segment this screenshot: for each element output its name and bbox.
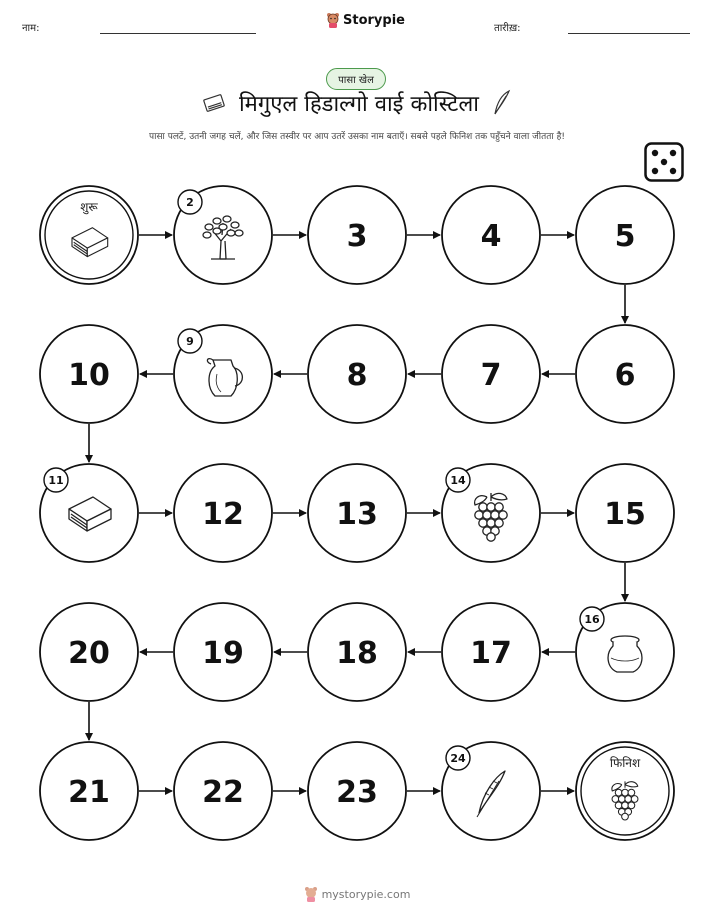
board-cell-11	[40, 464, 138, 562]
cell-number: 15	[604, 497, 646, 532]
bear-mascot-icon	[304, 886, 318, 902]
board-cell-10	[40, 325, 138, 423]
board-cell-22	[174, 742, 272, 840]
footer	[0, 886, 714, 902]
game-type-badge: पासा खेल	[326, 68, 386, 90]
cell-number: 19	[202, 636, 244, 671]
footer-url: mystorypie.com	[321, 887, 411, 901]
cell-number: 8	[346, 358, 368, 393]
cell-number: 7	[480, 358, 502, 393]
board-cell-13	[308, 464, 406, 562]
cell-number: 13	[336, 497, 378, 532]
board-cell-12	[174, 464, 272, 562]
board-cell-14	[442, 464, 540, 562]
board-cell-15	[576, 464, 674, 562]
start-label: शुरू	[80, 200, 98, 214]
cell-number: 3	[346, 219, 368, 254]
cell-number: 11	[48, 474, 64, 487]
board-cell-9	[174, 325, 272, 423]
board-cell-5	[576, 186, 674, 284]
board-cell-24	[442, 742, 540, 840]
board-cell-20	[40, 603, 138, 701]
cell-number: 2	[186, 196, 194, 209]
instructions: पासा पलटें, उतनी जगह चलें, और जिस तस्वीर पर आप उतरें उसका नाम बताएँ। सबसे पहले फिनिश तक पहुँचने वाला जीतता है!	[149, 132, 565, 142]
cell-number: 21	[68, 775, 110, 810]
pot-icon	[608, 636, 642, 672]
board-cell-21	[40, 742, 138, 840]
cell-number: 17	[470, 636, 512, 671]
cell-number: 24	[450, 752, 466, 765]
date-label: तारीख़:	[494, 23, 521, 34]
cell-number: 23	[336, 775, 378, 810]
cell-number: 4	[480, 219, 502, 254]
board-cell-7	[442, 325, 540, 423]
cell-number: 22	[202, 775, 244, 810]
board-cell-4	[442, 186, 540, 284]
board-cell-8	[308, 325, 406, 423]
board-cell-17	[442, 603, 540, 701]
finish-label: फिनिश	[609, 756, 641, 770]
cell-number: 14	[450, 474, 466, 487]
cell-number: 9	[186, 335, 194, 348]
cell-number: 10	[68, 358, 110, 393]
brand-name: Storypie	[343, 12, 405, 28]
cell-number: 20	[68, 636, 110, 671]
board-cell-19	[174, 603, 272, 701]
cell-number: 12	[202, 497, 244, 532]
cell-number: 16	[584, 613, 600, 626]
board-cell-3	[308, 186, 406, 284]
board-cell-2	[174, 186, 272, 284]
board-cell-18	[308, 603, 406, 701]
board-cell-16	[576, 603, 674, 701]
board-cell-23	[308, 742, 406, 840]
cell-number: 18	[336, 636, 378, 671]
cell-number: 6	[614, 358, 636, 393]
cell-number: 5	[614, 219, 636, 254]
page-title: मिगुएल हिडाल्गो वाई कोस्टिला	[238, 92, 479, 117]
board-cell-6	[576, 325, 674, 423]
name-label: नाम:	[22, 23, 40, 34]
board-cell-25	[576, 742, 674, 840]
board-cell-1	[40, 186, 138, 284]
